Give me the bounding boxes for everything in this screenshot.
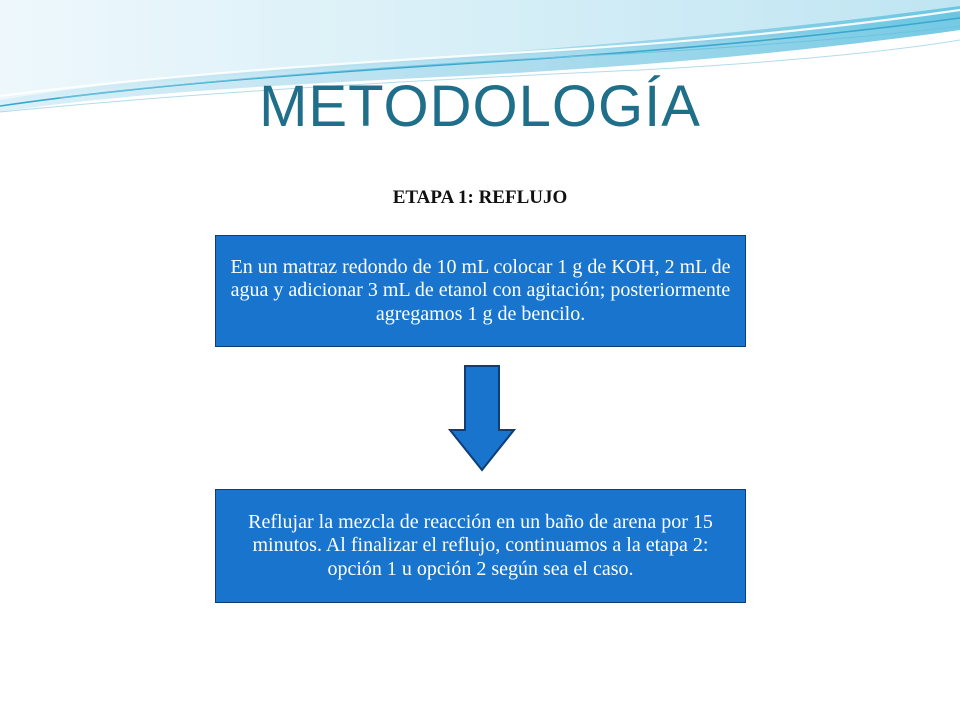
stage-label: ETAPA 1: REFLUJO xyxy=(392,187,568,208)
step-box-1 xyxy=(215,235,746,347)
arrow-down-icon xyxy=(448,364,516,474)
step-text-2: Reflujar la mezcla de reacción en un baño de arena por 15 minutos. Al finalizar el reflujo, continuamos a la etapa 2: opción 1 u opción 2 según sea el caso. xyxy=(248,510,713,580)
step-text-1: En un matraz redondo de 10 mL colocar 1 g de KOH, 2 mL de agua y adicionar 3 mL de etanol con agitación; posteriormente agregamos 1 g de bencilo. xyxy=(230,255,731,325)
slide-title: METODOLOGÍA xyxy=(259,74,701,139)
step-box-2 xyxy=(215,489,746,603)
